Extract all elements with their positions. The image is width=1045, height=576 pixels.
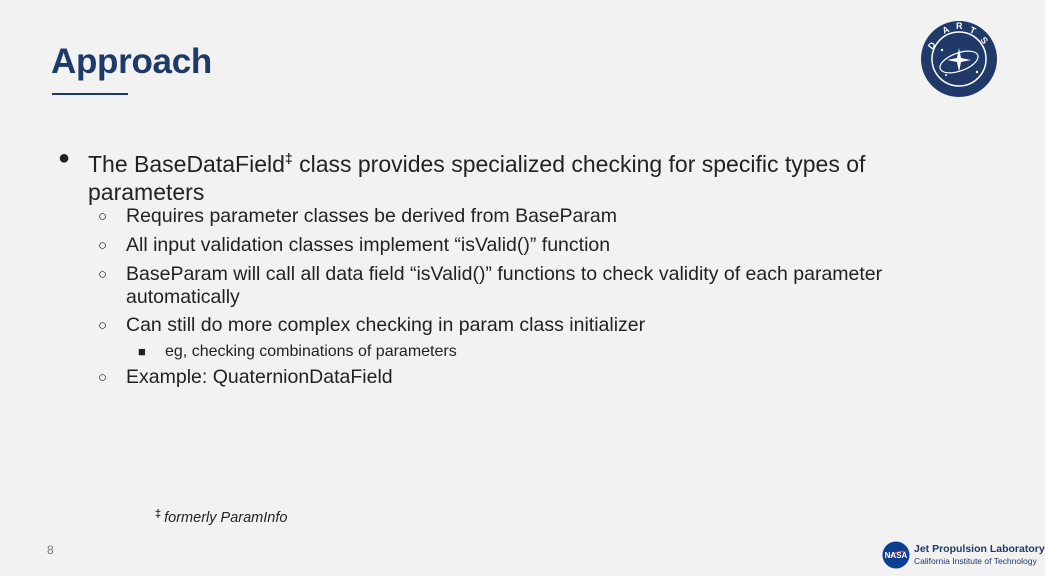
jpl-name: Jet Propulsion Laboratory xyxy=(914,543,1045,555)
logo-letter: A xyxy=(940,24,951,36)
sub-bullet-text: Example: QuaternionDataField xyxy=(126,366,393,388)
sub-bullet xyxy=(98,314,976,337)
hollow-circle-icon: ○ xyxy=(98,317,108,334)
hollow-circle-icon: ○ xyxy=(98,237,108,254)
jpl-subtitle: California Institute of Technology xyxy=(914,556,1037,566)
square-bullet-icon: ■ xyxy=(138,344,146,359)
darts-logo xyxy=(920,20,998,98)
logo-letter: R xyxy=(956,21,963,31)
footnote-text: formerly ParamInfo xyxy=(164,510,288,526)
sub-bullet xyxy=(98,205,976,228)
bullet-dot-icon: ● xyxy=(58,147,71,169)
logo-letter: D xyxy=(925,39,938,52)
sub-bullet xyxy=(98,234,976,257)
sub-bullet-text: Requires parameter classes be derived from BaseParam xyxy=(126,205,617,227)
nasa-wordmark: NASA xyxy=(884,551,908,560)
jpl-footer-logo xyxy=(882,538,1045,572)
hollow-circle-icon: ○ xyxy=(98,266,108,283)
bullet-main xyxy=(58,144,978,206)
sub-bullet xyxy=(98,263,976,309)
nasa-meatball-icon xyxy=(882,541,910,569)
bullet-main-text-after: class provides specialized checking for specific types of parameters xyxy=(88,151,866,205)
sub-sub-bullet xyxy=(138,342,925,362)
hollow-circle-icon: ○ xyxy=(98,369,108,386)
hollow-circle-icon: ○ xyxy=(98,208,108,225)
sub-bullet-text: Can still do more complex checking in param class initializer xyxy=(126,314,646,336)
footnote xyxy=(155,508,287,526)
slide-title: Approach xyxy=(51,42,212,81)
logo-letter: T xyxy=(968,24,978,37)
title-underline xyxy=(52,93,128,95)
sub-bullet xyxy=(98,366,976,389)
sub-bullet-text: All input validation classes implement “isValid()” function xyxy=(126,234,611,256)
page-number: 8 xyxy=(47,543,54,557)
logo-letter: S xyxy=(978,34,990,46)
bullet-main-text-before: The BaseDataField xyxy=(88,151,285,177)
footnote-reference: ‡ xyxy=(284,150,293,166)
footnote-mark: ‡ xyxy=(155,508,162,520)
sub-sub-bullet-text: eg, checking combinations of parameters xyxy=(165,343,457,360)
sub-bullet-text: BaseParam will call all data field “isValid()” functions to check validity of each parameter automatically xyxy=(126,263,883,308)
